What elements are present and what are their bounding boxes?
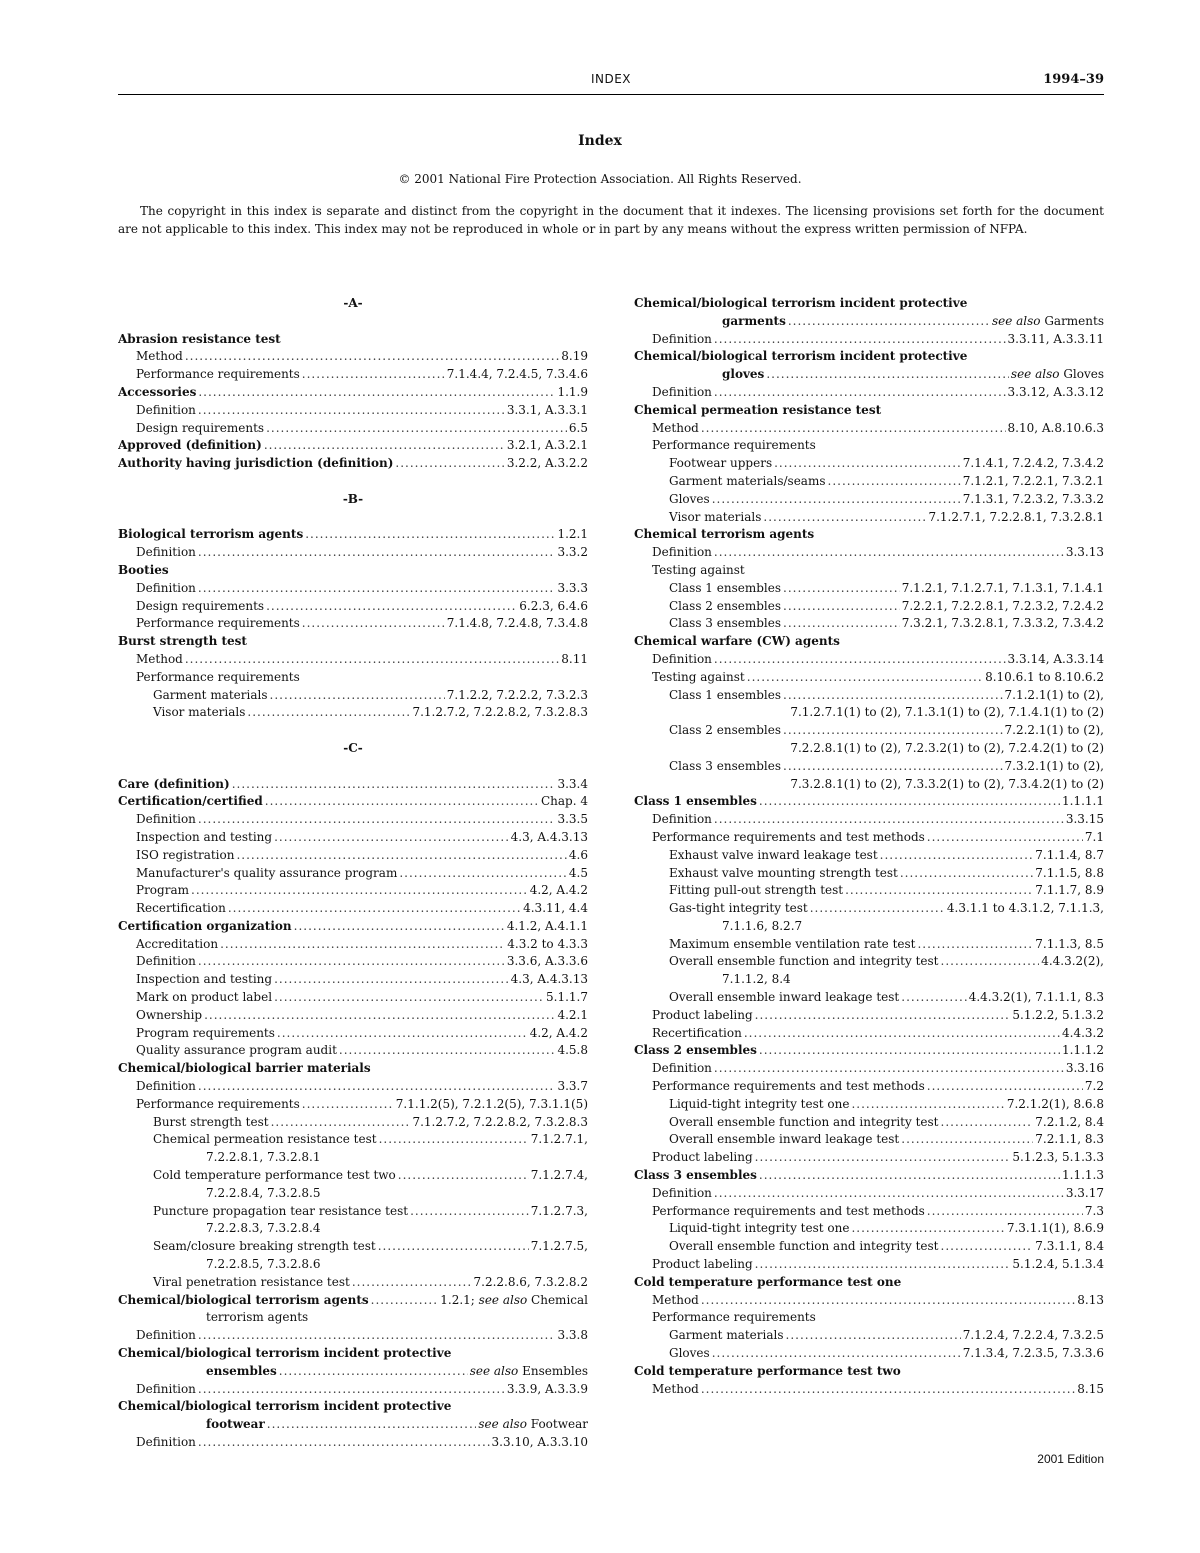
index-entry: Chemical terrorism agents (634, 527, 815, 542)
index-entry: Garment materials ..... 7.1.2.2, 7.2.2.2, 7.3.2.3 (118, 687, 588, 705)
index-entry: Certification organization ..... 4.1.2, A.4.1.1 (118, 918, 588, 936)
index-entry: Footwear uppers ..... 7.1.4.1, 7.2.4.2, 7.3.4.2 (634, 455, 1104, 473)
copyright-notice: The copyright in this index is separate and distinct from the copyright in the document that it indexes. The licensing provisions set forth for the document are not applicable to this index. This index may not be reproduced in whole or in part by any means without the express written permission of NFPA. (118, 204, 1104, 236)
index-entry: Gloves ..... 7.1.3.4, 7.2.3.5, 7.3.3.6 (634, 1345, 1104, 1363)
index-entry: Performance requirements (652, 1310, 816, 1325)
index-entry: Seam/closure breaking strength test ..... 7.1.2.7.5, (118, 1238, 588, 1256)
index-entry: Approved (definition) ..... 3.2.1, A.3.2.1 (118, 437, 588, 455)
index-entry: Definition ..... 3.3.1, A.3.3.1 (118, 402, 588, 420)
index-entry: Testing against ..... 8.10.6.1 to 8.10.6.2 (634, 669, 1104, 687)
index-entry: Definition ..... 3.3.3 (118, 580, 588, 598)
index-entry: Chemical warfare (CW) agents (634, 634, 840, 649)
index-entry: Method ..... 8.13 (634, 1292, 1104, 1310)
index-entry: Performance requirements ..... 7.1.4.4, 7.2.4.5, 7.3.4.6 (118, 366, 588, 384)
index-entry: Chemical/biological terrorism incident protective (118, 1346, 452, 1361)
header-page-number: 1994–39 (1043, 72, 1104, 87)
index-entry: Ownership ..... 4.2.1 (118, 1007, 588, 1025)
index-entry: Program requirements ..... 4.2, A.4.2 (118, 1025, 588, 1043)
index-entry: Performance requirements and test methods ..... 7.1 (634, 829, 1104, 847)
index-entry: Testing against (652, 562, 745, 577)
index-entry: Performance requirements ..... 7.1.4.8, 7.2.4.8, 7.3.4.8 (118, 615, 588, 633)
index-entry: Accreditation ..... 4.3.2 to 4.3.3 (118, 936, 588, 954)
index-entry: Abrasion resistance test (118, 331, 281, 346)
edition-footer: 2001 Edition (1037, 1452, 1104, 1466)
index-entry: Performance requirements and test methods ..... 7.3 (634, 1203, 1104, 1221)
index-entry: Product labeling ..... 5.1.2.2, 5.1.3.2 (634, 1007, 1104, 1025)
index-entry-continuation: 7.2.2.8.5, 7.3.2.8.6 (206, 1257, 321, 1272)
index-entry: Recertification ..... 4.4.3.2 (634, 1025, 1104, 1043)
index-entry: Cold temperature performance test one (634, 1274, 902, 1289)
index-entry-continuation: footwear ..... see also Footwear (118, 1416, 588, 1434)
index-entry: Class 3 ensembles ..... 1.1.1.3 (634, 1167, 1104, 1185)
index-entry: Overall ensemble function and integrity test ..... 7.3.1.1, 8.4 (634, 1238, 1104, 1256)
index-entry: Maximum ensemble ventilation rate test ..... 7.1.1.3, 8.5 (634, 936, 1104, 954)
index-entry: Quality assurance program audit ..... 4.5.8 (118, 1042, 588, 1060)
index-entry: Definition ..... 3.3.7 (118, 1078, 588, 1096)
index-entry-continuation: garments ..... see also Garments (634, 313, 1104, 331)
index-entry: Garment materials ..... 7.1.2.4, 7.2.2.4, 7.3.2.5 (634, 1327, 1104, 1345)
index-entry: Booties (118, 562, 169, 577)
index-entry: Chemical/biological barrier materials (118, 1061, 371, 1076)
index-entry: Design requirements ..... 6.2.3, 6.4.6 (118, 598, 588, 616)
index-entry-continuation: ensembles ..... see also Ensembles (118, 1363, 588, 1381)
index-entry: Definition ..... 3.3.9, A.3.3.9 (118, 1381, 588, 1399)
index-entry: Definition ..... 3.3.17 (634, 1185, 1104, 1203)
index-entry: Overall ensemble inward leakage test ..... 4.4.3.2(1), 7.1.1.1, 8.3 (634, 989, 1104, 1007)
running-header (118, 72, 1104, 95)
index-entry: Method ..... 8.10, A.8.10.6.3 (634, 420, 1104, 438)
index-entry: Method ..... 8.11 (118, 651, 588, 669)
section-heading-a: -A- (343, 296, 363, 310)
index-entry: Method ..... 8.19 (118, 348, 588, 366)
index-entry: Definition ..... 3.3.12, A.3.3.12 (634, 384, 1104, 402)
index-entry: Performance requirements and test methods ..... 7.2 (634, 1078, 1104, 1096)
index-entry: Gloves ..... 7.1.3.1, 7.2.3.2, 7.3.3.2 (634, 491, 1104, 509)
index-entry: Design requirements ..... 6.5 (118, 420, 588, 438)
index-entry: Cold temperature performance test two (634, 1363, 901, 1378)
index-entry: Authority having jurisdiction (definition) ..... 3.2.2, A.3.2.2 (118, 455, 588, 473)
index-entry: Class 1 ensembles ..... 1.1.1.1 (634, 793, 1104, 811)
index-entry: Chemical permeation resistance test (634, 402, 882, 417)
index-entry: Definition ..... 3.3.2 (118, 544, 588, 562)
index-entry-continuation: 7.2.2.8.3, 7.3.2.8.4 (206, 1221, 321, 1236)
index-entry: Chemical/biological terrorism agents ..... 1.2.1; see also Chemical (118, 1292, 588, 1310)
index-entry: Product labeling ..... 5.1.2.4, 5.1.3.4 (634, 1256, 1104, 1274)
index-entry: Manufacturer's quality assurance program ..... 4.5 (118, 865, 588, 883)
copyright-line: © 2001 National Fire Protection Association. All Rights Reserved. (398, 172, 802, 186)
index-entry: Inspection and testing ..... 4.3, A.4.3.13 (118, 971, 588, 989)
index-entry: Burst strength test (118, 634, 247, 649)
index-entry: Exhaust valve inward leakage test ..... 7.1.1.4, 8.7 (634, 847, 1104, 865)
index-entry: Definition ..... 3.3.13 (634, 544, 1104, 562)
index-entry: Definition ..... 3.3.6, A.3.3.6 (118, 953, 588, 971)
index-entry: Puncture propagation tear resistance test ..... 7.1.2.7.3, (118, 1203, 588, 1221)
index-entry: Definition ..... 3.3.16 (634, 1060, 1104, 1078)
index-entry: Overall ensemble function and integrity test ..... 7.2.1.2, 8.4 (634, 1114, 1104, 1132)
index-entry: Burst strength test ..... 7.1.2.7.2, 7.2.2.8.2, 7.3.2.8.3 (118, 1114, 588, 1132)
index-column-left (118, 295, 588, 1452)
index-entry: Care (definition) ..... 3.3.4 (118, 776, 588, 794)
index-entry: Chemical/biological terrorism incident protective (118, 1399, 452, 1414)
index-entry: Liquid-tight integrity test one ..... 7.2.1.2(1), 8.6.8 (634, 1096, 1104, 1114)
index-entry: Product labeling ..... 5.1.2.3, 5.1.3.3 (634, 1149, 1104, 1167)
index-entry-continuation: gloves ..... see also Gloves (634, 366, 1104, 384)
index-entry-continuation: 7.2.2.8.1(1) to (2), 7.2.3.2(1) to (2), 7.2.4.2(1) to (2) (790, 740, 1104, 755)
index-entry: Liquid-tight integrity test one ..... 7.3.1.1(1), 8.6.9 (634, 1220, 1104, 1238)
index-entry: Visor materials ..... 7.1.2.7.1, 7.2.2.8.1, 7.3.2.8.1 (634, 509, 1104, 527)
index-entry: Performance requirements ..... 7.1.1.2(5), 7.2.1.2(5), 7.3.1.1(5) (118, 1096, 588, 1114)
index-entry: Chemical permeation resistance test ..... 7.1.2.7.1, (118, 1131, 588, 1149)
index-entry: Accessories ..... 1.1.9 (118, 384, 588, 402)
index-entry-continuation: 7.1.2.7.1(1) to (2), 7.1.3.1(1) to (2), 7.1.4.1(1) to (2) (790, 705, 1104, 720)
index-entry: Program ..... 4.2, A.4.2 (118, 882, 588, 900)
index-entry-continuation: 7.2.2.8.1, 7.3.2.8.1 (206, 1150, 321, 1165)
index-entry-continuation: 7.3.2.8.1(1) to (2), 7.3.3.2(1) to (2), 7.3.4.2(1) to (2) (790, 776, 1104, 791)
index-entry: Certification/certified ..... Chap. 4 (118, 793, 588, 811)
index-entry-continuation: 7.2.2.8.4, 7.3.2.8.5 (206, 1185, 321, 1200)
index-entry: Viral penetration resistance test ..... 7.2.2.8.6, 7.3.2.8.2 (118, 1274, 588, 1292)
section-heading-b: -B- (342, 491, 364, 506)
index-entry: Definition ..... 3.3.10, A.3.3.10 (118, 1434, 588, 1452)
index-entry: Biological terrorism agents ..... 1.2.1 (118, 526, 588, 544)
index-entry-continuation: 7.1.1.6, 8.2.7 (722, 918, 803, 933)
index-entry: Chemical/biological terrorism incident protective (634, 349, 968, 364)
index-entry: Garment materials/seams ..... 7.1.2.1, 7.2.2.1, 7.3.2.1 (634, 473, 1104, 491)
index-entry: Fitting pull-out strength test ..... 7.1.1.7, 8.9 (634, 882, 1104, 900)
index-entry: Definition ..... 3.3.11, A.3.3.11 (634, 331, 1104, 349)
index-entry: Definition ..... 3.3.5 (118, 811, 588, 829)
index-entry-continuation: terrorism agents (206, 1310, 309, 1325)
index-entry: Exhaust valve mounting strength test ..... 7.1.1.5, 8.8 (634, 865, 1104, 883)
index-column-right (634, 295, 1104, 1398)
index-entry: Definition ..... 3.3.15 (634, 811, 1104, 829)
page-title: Index (578, 133, 622, 149)
index-entry: Cold temperature performance test two ..... 7.1.2.7.4, (118, 1167, 588, 1185)
section-heading-c: -C- (343, 740, 363, 755)
index-entry: Mark on product label ..... 5.1.1.7 (118, 989, 588, 1007)
index-entry: Class 3 ensembles ..... 7.3.2.1, 7.3.2.8.1, 7.3.3.2, 7.3.4.2 (634, 615, 1104, 633)
index-entry: Recertification ..... 4.3.11, 4.4 (118, 900, 588, 918)
index-entry: Class 2 ensembles ..... 7.2.2.1(1) to (2), (634, 722, 1104, 740)
index-entry: Overall ensemble inward leakage test ..... 7.2.1.1, 8.3 (634, 1131, 1104, 1149)
index-entry: ISO registration ..... 4.6 (118, 847, 588, 865)
index-entry: Class 1 ensembles ..... 7.1.2.1, 7.1.2.7.1, 7.1.3.1, 7.1.4.1 (634, 580, 1104, 598)
index-entry: Chemical/biological terrorism incident protective (634, 296, 968, 310)
index-entry: Class 2 ensembles ..... 7.2.2.1, 7.2.2.8.1, 7.2.3.2, 7.2.4.2 (634, 598, 1104, 616)
index-entry: Method ..... 8.15 (634, 1381, 1104, 1399)
index-entry: Overall ensemble function and integrity test ..... 4.4.3.2(2), (634, 953, 1104, 971)
index-entry: Visor materials ..... 7.1.2.7.2, 7.2.2.8.2, 7.3.2.8.3 (118, 704, 588, 722)
index-entry-continuation: 7.1.1.2, 8.4 (722, 972, 791, 987)
index-entry: Inspection and testing ..... 4.3, A.4.3.13 (118, 829, 588, 847)
index-entry: Gas-tight integrity test ..... 4.3.1.1 to 4.3.1.2, 7.1.1.3, (634, 900, 1104, 918)
index-entry: Performance requirements (136, 669, 300, 684)
index-entry: Class 2 ensembles ..... 1.1.1.2 (634, 1042, 1104, 1060)
header-section: INDEX (590, 72, 632, 86)
index-entry: Definition ..... 3.3.14, A.3.3.14 (634, 651, 1104, 669)
index-entry: Class 3 ensembles ..... 7.3.2.1(1) to (2), (634, 758, 1104, 776)
index-entry: Definition ..... 3.3.8 (118, 1327, 588, 1345)
index-entry: Performance requirements (652, 438, 816, 453)
index-entry: Class 1 ensembles ..... 7.1.2.1(1) to (2), (634, 687, 1104, 705)
